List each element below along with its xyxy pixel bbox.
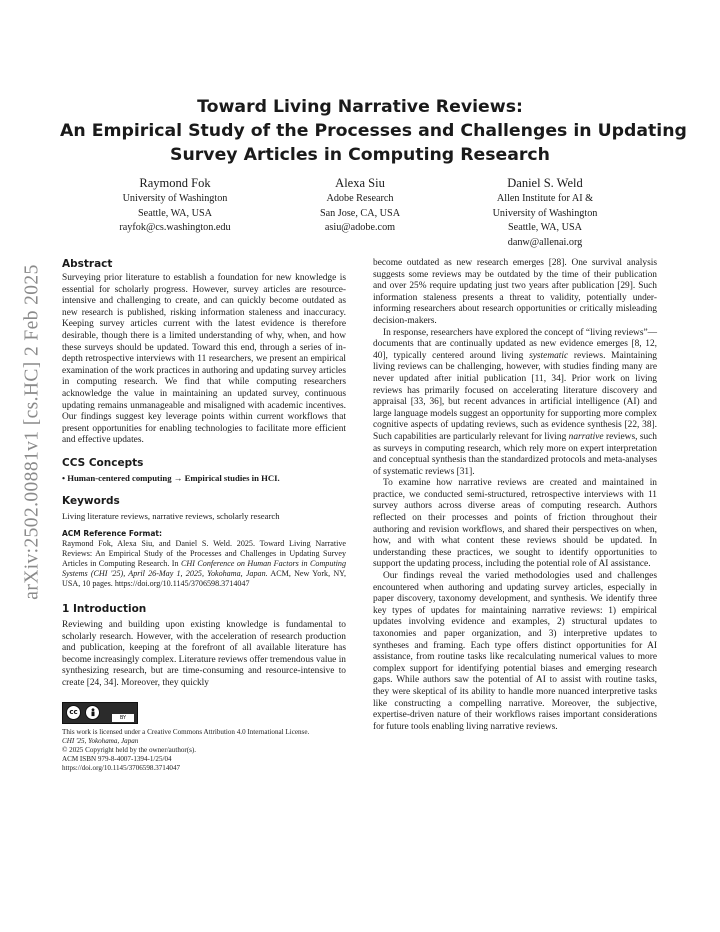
isbn-line: ACM ISBN 979-8-4007-1394-1/25/04 (62, 754, 172, 763)
author-affiliation: Allen Institute for AI & (496, 193, 594, 204)
para2-part-a: In response, researchers have explored the concept of “living reviews”—documents that are continually updated as new evidence emerges [8, 12, 40], typically centered around living (373, 327, 657, 361)
intro-paragraph-3: To examine how narrative reviews are created and maintained in practice, we conducted semi-structured, retrospective interviews with 11 survey authors across diverse areas of computing research. Authors reflected on their processes and points of friction throughout their authoring and revision workflows, and shared their perspectives on when, how, and with what content these reviews should be updated. In understanding these practices, we sought to identify opportunities to support the updating process, including the potential role of AI assistance. (373, 478, 657, 570)
reference-text-part-1: Raymond Fok, Alexa Siu, and Daniel S. Weld. 2025. Toward Living Narrative Reviews: An Empirical Study of the Processes and Challenges in Updating Survey Articles in Computing Research. In (62, 539, 346, 569)
author-name: Raymond Fok (139, 176, 211, 190)
author-email: asiu@adobe.com (324, 222, 396, 233)
ccs-heading: CCS Concepts (62, 456, 144, 469)
para2-part-b: reviews. Maintaining living reviews can be challenging, however, with studies finding many are never updated after initial publication [11, 34]. Prior work on living reviews has primarily focused on accelerating literature discovery and appraisal [33, 36], but recent advances in artificial intelligence (AI) and large language models suggest an opportunity for supporting more complex cognitive aspects of updating reviews, such as evidence synthesis [22, 38]. Such capabilities are particularly relevant for living (373, 350, 657, 442)
author-email: danw@allenai.org (507, 236, 583, 248)
reference-format-heading: ACM Reference Format: (62, 529, 162, 539)
intro-paragraph-4: Our findings reveal the varied methodologies used and challenges encountered when authoring and updating survey articles, especially in paper discovery, taxonomy development, and synthesis. We identify three key types of updates for maintaining narrative reviews: 1) empirical updates involving evidence and examples, 2) structural updates to taxonomies and paper organization, and 3) interpretive updates to syntheses and framing. Each type offers distinct opportunities for AI assistance, from routine tasks like recalculating numerical values to more complex support for identifying potential biases and emerging research gaps. While authors saw the potential of AI to assist with routine tasks, they were skeptical of its ability to handle more nuanced interpretive tasks like constructing a compelling narrative. Moreover, the subjective, expertise-driven nature of their workflows raises important considerations for future tools enabling living narrative reviews. (373, 571, 657, 732)
venue-line: CHI '25, Yokohama, Japan (62, 736, 139, 745)
cc-icon: cc (66, 705, 81, 720)
introduction-heading: 1 Introduction (62, 603, 147, 616)
para2-emphasis: systematic (529, 350, 569, 361)
abstract-heading: Abstract (62, 258, 113, 270)
doi-link[interactable]: https://doi.org/10.1145/3706598.3714047 (62, 763, 181, 772)
ccs-concepts: • Human-centered computing → Empirical studies in HCI. (62, 472, 280, 483)
left-column (62, 258, 346, 773)
license-block (62, 702, 346, 773)
author-email: rayfok@cs.washington.edu (119, 222, 231, 233)
author-location: San Jose, CA, USA (319, 207, 401, 219)
author-1 (90, 175, 260, 236)
para2-part-c: reviews, such as surveys in computing research, which rely more on expert interpretation and conceptual synthesis than the standardized protocols and meta-analyses of systematic reviews [31]. (373, 431, 657, 477)
author-affiliation: Adobe Research (326, 193, 394, 204)
title-line-1: Toward Living Narrative Reviews: (197, 97, 523, 117)
introduction-text: Reviewing and building upon existing knowledge is fundamental to scholarly research. However, with the acceleration of research production and publication, keeping at the forefront of all available literature has become increasingly complex. Literature reviews offer tremendous value in synthesizing research, but are time-consuming and resource-intensive to create [24, 34]. Moreover, they quickly (62, 620, 346, 689)
reference-venue: CHI Conference on Human Factors in Computing Systems (CHI '25), April 26-May 1, 2025, Yokohama, Japan. (62, 559, 346, 579)
license-footer (62, 728, 346, 773)
paper-title (60, 95, 687, 167)
intro-paragraph-1: become outdated as new research emerges [28]. One survival analysis suggests some reviews may be outdated by the time of their publication and over 25% require updating just two years after publication [29]. Such information staleness presents a threat to validity, potentially under-informing researchers about research opportunities or critically misleading decision-makers. (373, 258, 657, 326)
arxiv-identifier-text: arXiv:2502.00881v1 [cs.HC] 2 Feb 2025 (22, 264, 43, 600)
para2-emphasis-2: narrative (568, 431, 604, 442)
title-line-3: Survey Articles in Computing Research (170, 145, 550, 165)
author-affiliation-2: University of Washington (492, 207, 598, 219)
abstract-text: Surveying prior literature to establish a foundation for new knowledge is essential for scholarly progress. However, survey articles are resource-intensive and challenging to create, and can quickly become outdated as new research is published, risking information staleness and inaccuracy. Keeping survey articles current with the latest evidence is therefore desirable, though there is a limited understanding of why, when, and how these surveys should be updated. Toward this end, through a series of in-depth retrospective interviews with 11 researchers, we present an empirical examination of the work practices in authoring and updating survey articles in computing research. We find that while computing researchers acknowledge the value in maintaining an updated survey, continuous updating remains unmanageable and misaligned with academic incentives. Our findings suggest key leverage points within current workflows that present opportunities for enabling technologies to facilitate more efficient and effective updates. (62, 273, 346, 446)
author-affiliation: University of Washington (122, 193, 228, 204)
keywords-heading: Keywords (62, 494, 120, 507)
author-location: Seattle, WA, USA (508, 222, 582, 233)
right-column (373, 258, 657, 733)
arxiv-identifier-stamp (21, 232, 45, 632)
keywords-text: Living literature reviews, narrative reviews, scholarly research (62, 510, 280, 521)
by-label: BY (112, 714, 134, 722)
copyright-line: © 2025 Copyright held by the owner/author(s). (62, 745, 197, 754)
author-name: Daniel S. Weld (507, 176, 583, 190)
author-location: Seattle, WA, USA (138, 207, 212, 219)
license-text[interactable]: This work is licensed under a Creative Commons Attribution 4.0 International License. (62, 727, 310, 736)
cc-badge-frame (62, 702, 138, 724)
license-line (62, 728, 346, 737)
reference-format-text (62, 539, 346, 589)
author-3 (465, 175, 625, 250)
intro-paragraph-2 (373, 328, 657, 479)
author-name: Alexa Siu (335, 176, 385, 190)
reference-text-part-2: ACM, New York, NY, USA, 10 pages. https://doi.org/10.1145/3706598.3714047 (62, 569, 346, 589)
cc-by-badge (62, 702, 346, 724)
author-2 (290, 175, 430, 236)
title-line-2: An Empirical Study of the Processes and Challenges in Updating (60, 121, 687, 141)
person-icon (85, 705, 100, 720)
